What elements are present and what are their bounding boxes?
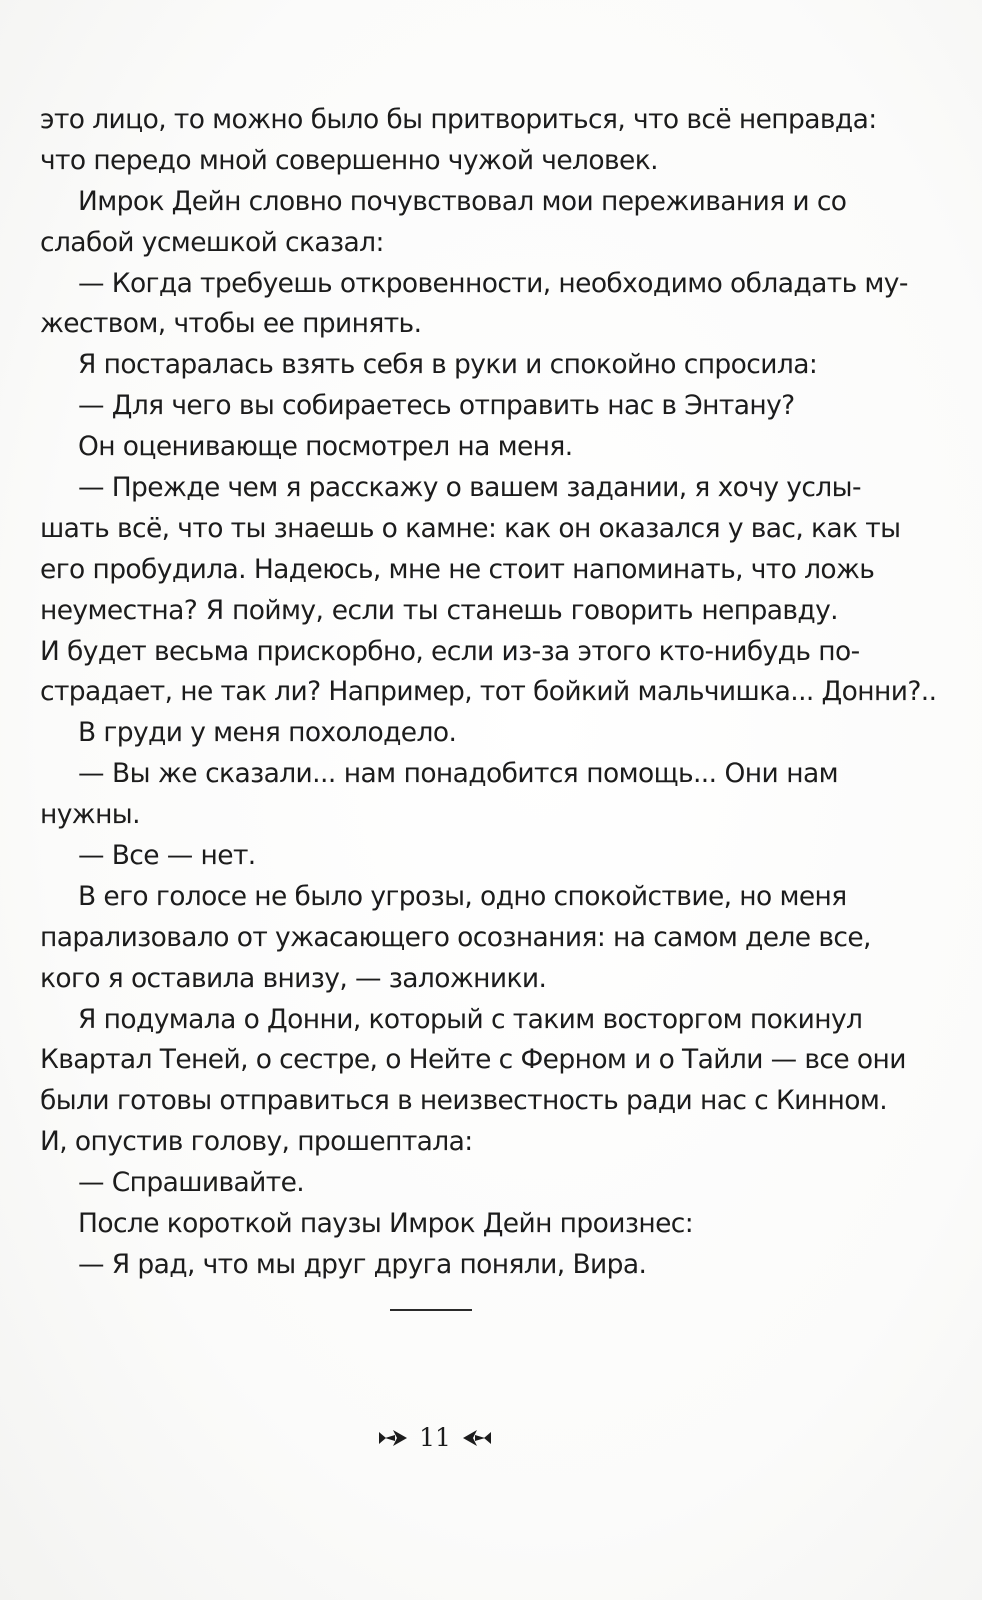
text-line: Я подумала о Донни, который с таким восторгом покинул: [78, 1003, 863, 1035]
section-end-rule: [390, 1309, 472, 1311]
text-line: — Когда требуешь откровенности, необходимо обладать му-: [78, 267, 908, 299]
text-line: Имрок Дейн словно почувствовал мои переживания и со: [78, 185, 847, 217]
text-line: — Прежде чем я расскажу о вашем задании, я хочу услы-: [78, 472, 861, 504]
text-line: В его голосе не было угрозы, одно спокойствие, но меня: [78, 880, 847, 912]
text-line: — Все — нет.: [78, 840, 256, 872]
arrow-ornament-right-icon: [377, 1428, 409, 1448]
page-number: 11: [419, 1423, 451, 1452]
text-line: его пробудила. Надеюсь, мне не стоит напоминать, что ложь: [40, 553, 875, 585]
text-line: были готовы отправиться в неизвестность ради нас с Кинном.: [40, 1085, 888, 1117]
text-line: парализовало от ужасающего осознания: на самом деле все,: [40, 921, 871, 953]
text-line: нужны.: [40, 799, 140, 831]
text-line: — Вы же сказали... нам понадобится помощь... Они нам: [78, 758, 838, 790]
text-line: что передо мной совершенно чужой человек.: [40, 144, 658, 176]
body-text: [40, 100, 937, 1286]
text-line: Он оценивающе посмотрел на меня.: [78, 431, 573, 463]
text-line: — Я рад, что мы друг друга поняли, Вира.: [78, 1248, 647, 1280]
text-line: После короткой паузы Имрок Дейн произнес:: [78, 1208, 694, 1240]
text-line: И, опустив голову, прошептала:: [40, 1126, 473, 1158]
text-line: страдает, не так ли? Например, тот бойкий мальчишка... Донни?..: [40, 676, 937, 708]
text-line: — Для чего вы собираетесь отправить нас в Энтану?: [78, 390, 795, 422]
text-line: слабой усмешкой сказал:: [40, 226, 384, 258]
text-line: жеством, чтобы ее принять.: [40, 308, 422, 340]
text-line: кого я оставила внизу, — заложники.: [40, 962, 547, 994]
page-folio: [375, 1420, 495, 1456]
text-line: шать всё, что ты знаешь о камне: как он оказался у вас, как ты: [40, 512, 901, 544]
text-line: Я постаралась взять себя в руки и спокойно спросила:: [78, 349, 818, 381]
text-line: В груди у меня похолодело.: [78, 717, 457, 749]
arrow-ornament-left-icon: [461, 1428, 493, 1448]
text-line: — Спрашивайте.: [78, 1167, 305, 1199]
text-line: Квартал Теней, о сестре, о Нейте с Ферном и о Тайли — все они: [40, 1044, 906, 1076]
text-line: неуместна? Я пойму, если ты станешь говорить неправду.: [40, 594, 838, 626]
text-line: И будет весьма прискорбно, если из-за этого кто-нибудь по-: [40, 635, 860, 667]
text-line: это лицо, то можно было бы притвориться, что всё неправда:: [40, 104, 877, 135]
